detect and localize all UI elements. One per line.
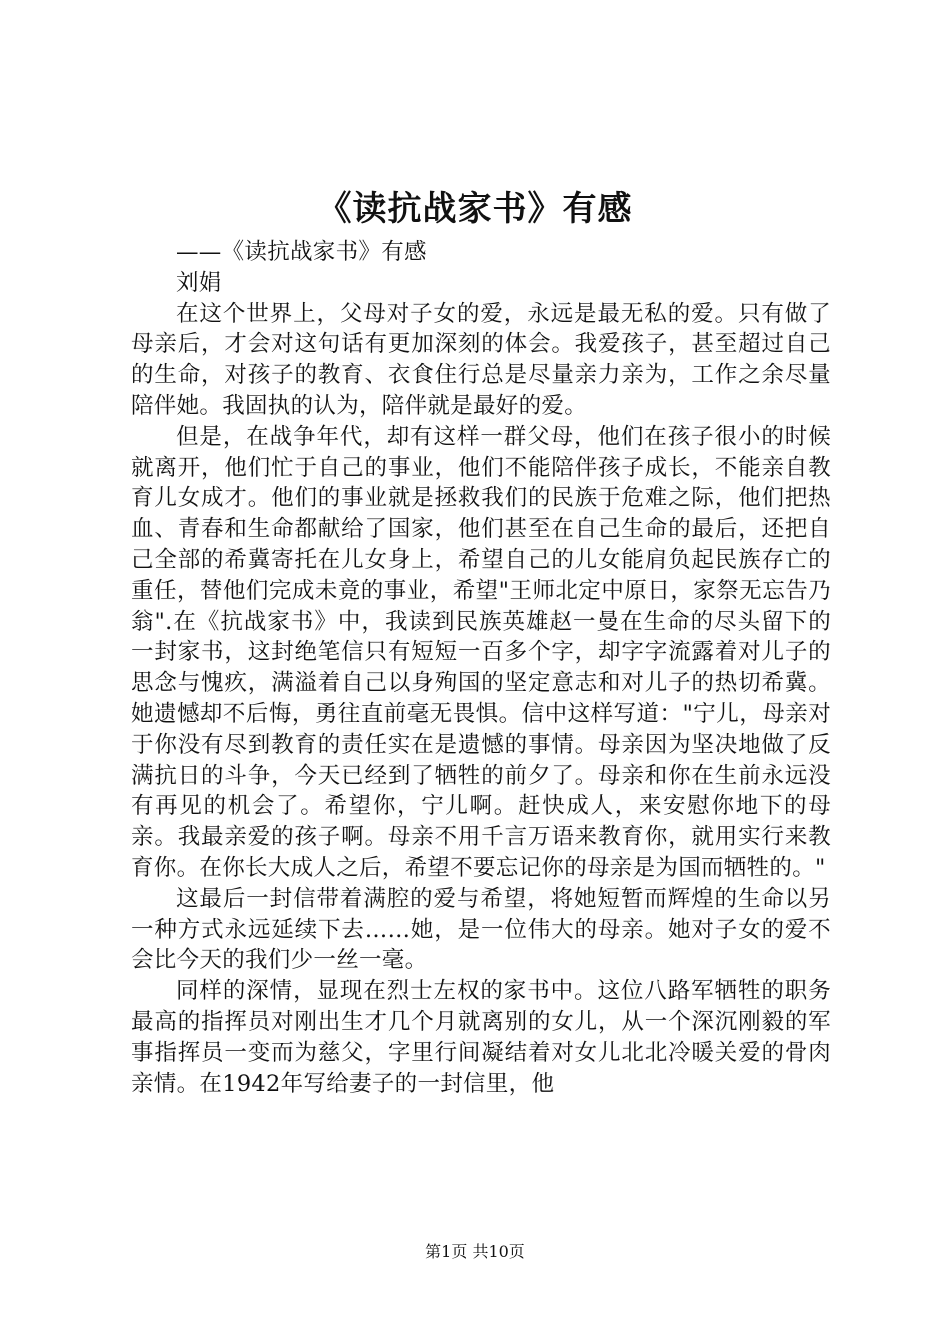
paragraph-1: 在这个世界上，父母对子女的爱，永远是最无私的爱。只有做了母亲后，才会对这句话有更加深刻的体会。我爱孩子，甚至超过自己的生命，对孩子的教育、衣食住行总是尽量亲力亲为，工作之余尽量陪伴她。我固执的认为，陪伴就是最好的爱。 — [131, 300, 831, 419]
paragraph-3: 这最后一封信带着满腔的爱与希望，将她短暂而辉煌的生命以另一种方式永远延续下去……她，是一位伟大的母亲。她对子女的爱不会比今天的我们少一丝一毫。 — [131, 885, 831, 974]
document-title: 《读抗战家书》有感 — [317, 189, 633, 229]
paragraph-2: 但是，在战争年代，却有这样一群父母，他们在孩子很小的时候就离开，他们忙于自己的事业，他们不能陪伴孩子成长，不能亲自教育儿女成才。他们的事业就是拯救我们的民族于危难之际，他们把热血、青春和生命都献给了国家，他们甚至在自己生命的最后，还把自己全部的希冀寄托在儿女身上，希望自己的儿女能肩负起民族存亡的重任，替他们完成未竟的事业，希望"王师北定中原日，家祭无忘告乃翁".在《抗战家书》中，我读到民族英雄赵一曼在生命的尽头留下的一封家书，这封绝笔信只有短短一百多个字，却字字流露着对儿子的思念与愧疚，满溢着自己以身殉国的坚定意志和对儿子的热切希冀。她遗憾却不后悔，勇往直前毫无畏惧。信中这样写道："宁儿，母亲对于你没有尽到教育的责任实在是遗憾的事情。母亲因为坚决地做了反满抗日的斗争，今天已经到了牺牲的前夕了。母亲和你在生前永远没有再见的机会了。希望你，宁儿啊。赶快成人，来安慰你地下的母亲。我最亲爱的孩子啊。母亲不用千言万语来教育你，就用实行来教育你。在你长大成人之后，希望不要忘记你的母亲是为国而牺牲的。" — [131, 423, 831, 881]
author-line: 刘娟 — [176, 269, 222, 296]
paragraph-4: 同样的深情，显现在烈士左权的家书中。这位八路军牺牲的职务最高的指挥员对刚出生才几个月就离别的女儿，从一个深沉刚毅的军事指挥员一变而为慈父，字里行间凝结着对女儿北北冷暖关爱的骨肉亲情。在1942年写给妻子的一封信里，他 — [131, 978, 831, 1097]
subtitle-line: ——《读抗战家书》有感 — [176, 239, 427, 265]
page-number-footer: 第1页 共10页 — [425, 1242, 525, 1261]
document-body — [131, 237, 831, 1099]
